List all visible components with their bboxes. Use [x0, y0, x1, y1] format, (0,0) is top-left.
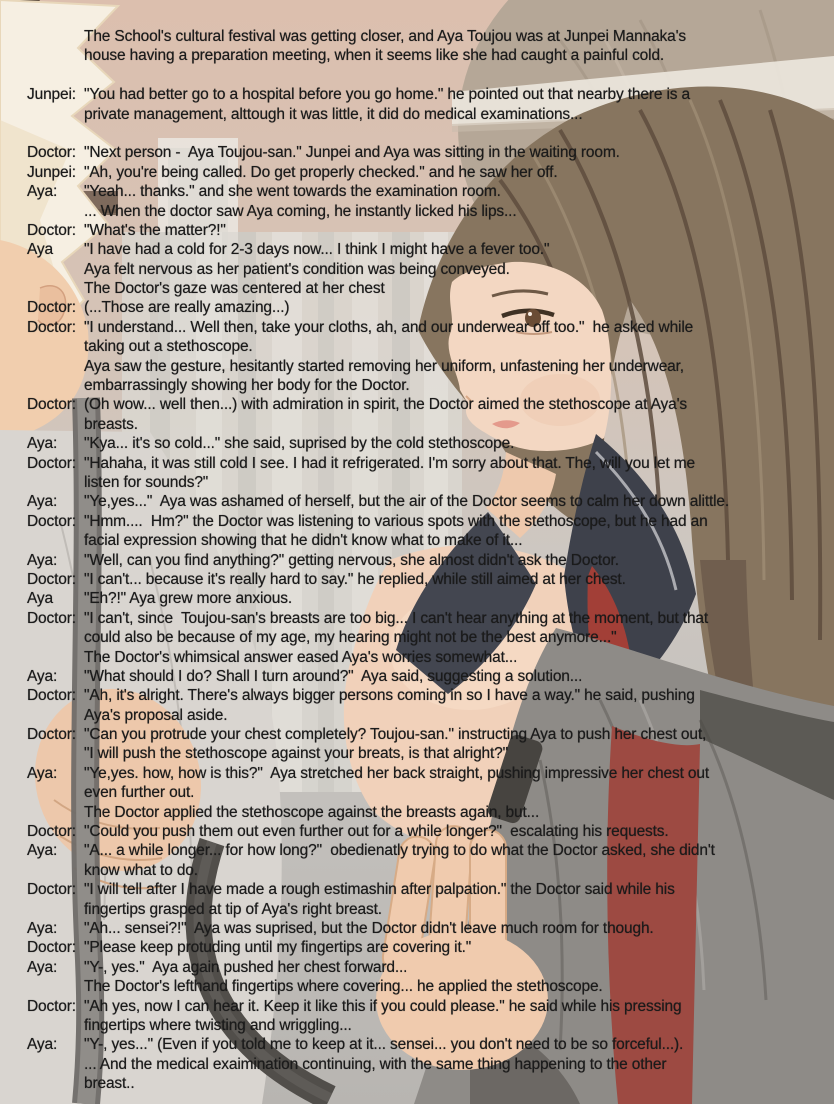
speaker-label: Doctor: — [27, 144, 76, 162]
line-text: "I can't, since Toujou-san's breasts are too big... I can't hear anything at the moment, but that — [84, 609, 709, 627]
transcript-line — [0, 977, 834, 996]
speaker-label: Aya: — [27, 958, 58, 976]
line-text: ... When the doctor saw Aya coming, he instantly licked his lips... — [84, 202, 517, 220]
transcript-line — [0, 725, 834, 744]
line-text: Aya's proposal aside. — [84, 706, 228, 724]
speaker-label: Aya: — [27, 919, 58, 937]
speaker-label: Doctor: — [27, 512, 76, 530]
speaker-label: Doctor: — [27, 454, 76, 472]
line-text: "I will push the stethoscope against your breats, is that alright?" — [84, 745, 508, 763]
speaker-label: Aya: — [27, 842, 58, 860]
transcript-line — [0, 764, 834, 783]
line-text: listen for sounds?" — [84, 473, 209, 491]
transcript-line — [0, 919, 834, 938]
speaker-label: Aya — [27, 241, 53, 259]
transcript-line — [0, 803, 834, 822]
transcript-line — [0, 46, 834, 65]
line-text: "Hmm.... Hm?" the Doctor was listening to various spots with the stethoscope, but he had an — [84, 512, 708, 530]
speaker-label: Doctor: — [27, 299, 76, 317]
line-text: "Y-, yes..." (Even if you told me to keep at it... sensei... you don't need to be so forceful...). — [84, 1036, 684, 1054]
line-text: "Ye,yes..." Aya was ashamed of herself, but the air of the Doctor seems to calm her down alittle. — [84, 493, 730, 511]
line-text: "Ah... sensei?!" Aya was suprised, but the Doctor didn't leave much room for though. — [84, 919, 654, 937]
transcript-line — [0, 531, 834, 550]
speaker-label: Doctor: — [27, 997, 76, 1015]
transcript-line — [0, 1055, 834, 1074]
speaker-label: Aya: — [27, 1036, 58, 1054]
line-text: "I understand... Well then, take your cloths, ah, and our underwear off too." he asked while — [84, 318, 694, 336]
speaker-label: Junpei: — [27, 86, 76, 104]
speaker-label: Doctor: — [27, 609, 76, 627]
line-text: Aya felt nervous as her patient's condition was being conveyed. — [84, 260, 510, 278]
speaker-label: Doctor: — [27, 823, 76, 841]
transcript-line — [0, 706, 834, 725]
line-text: "I will tell after I have made a rough estimashin after palpation." the Doctor said while his — [84, 881, 675, 899]
line-text: The Doctor's lefthand fingertips where covering... he applied the stethoscope. — [84, 978, 603, 996]
line-text: (Oh wow... well then...) with admiration in spirit, the Doctor aimed the stethoscope at Aya's — [84, 396, 687, 414]
line-text: breast.. — [84, 1075, 135, 1093]
transcript-line — [0, 395, 834, 414]
line-text: "Eh?!" Aya grew more anxious. — [84, 590, 292, 608]
line-text: "A... a while longer... for how long?" obedienatly trying to do what the Doctor asked, she didn't — [84, 842, 715, 860]
line-text: house having a preparation meeting, when it seems like she had caught a painful cold. — [84, 47, 665, 65]
transcript-line — [0, 667, 834, 686]
transcript-line — [0, 163, 834, 182]
line-text: "Yeah... thanks." and she went towards the examination room. — [84, 183, 501, 201]
line-text: "What should I do? Shall I turn around?" Aya said, suggesting a solution... — [84, 667, 583, 685]
transcript-line — [0, 570, 834, 589]
line-text: The Doctor applied the stethoscope against the breasts again, but... — [84, 803, 540, 821]
speaker-label: Doctor: — [27, 570, 76, 588]
transcript-line — [0, 105, 834, 124]
transcript — [0, 27, 834, 1093]
transcript-line — [0, 861, 834, 880]
line-text: "Kya... it's so cold..." she said, suprised by the cold stethoscope. — [84, 435, 515, 453]
transcript-blank-line — [0, 124, 834, 143]
line-text: "I can't... because it's really hard to say." he replied, while still aimed at her chest. — [84, 570, 626, 588]
line-text: "Can you protrude your chest completely? Toujou-san." instructing Aya to push her chest out, — [84, 726, 707, 744]
transcript-line — [0, 415, 834, 434]
transcript-line — [0, 357, 834, 376]
transcript-line — [0, 85, 834, 104]
transcript-line — [0, 551, 834, 570]
transcript-line — [0, 492, 834, 511]
line-text: "Ah, it's alright. There's always bigger persons coming in so I have a way." he said, pushing — [84, 687, 695, 705]
transcript-line — [0, 997, 834, 1016]
transcript-line — [0, 609, 834, 628]
transcript-line — [0, 841, 834, 860]
transcript-line — [0, 337, 834, 356]
line-text: embarrassingly showing her body for the Doctor. — [84, 377, 410, 395]
speaker-label: Doctor: — [27, 221, 76, 239]
line-text: fingertips where twisting and wriggling... — [84, 1016, 352, 1034]
line-text: "Ah yes, now I can hear it. Keep it like this if you could please." he said while his pressing — [84, 997, 682, 1015]
transcript-line — [0, 783, 834, 802]
line-text: "You had better go to a hospital before you go home." he pointed out that nearby there is a — [84, 86, 691, 104]
transcript-line — [0, 512, 834, 531]
speaker-label: Doctor: — [27, 726, 76, 744]
speaker-label: Aya: — [27, 183, 58, 201]
line-text: private management, alttough it was little, it did do medical examinations... — [84, 105, 583, 123]
line-text: "Please keep protuding until my fingertips are covering it." — [84, 939, 472, 957]
line-text: "What's the matter?!" — [84, 221, 226, 239]
transcript-line — [0, 202, 834, 221]
transcript-line — [0, 143, 834, 162]
transcript-line — [0, 1074, 834, 1093]
line-text: know what to do. — [84, 861, 198, 879]
transcript-line — [0, 298, 834, 317]
transcript-line — [0, 240, 834, 259]
speaker-label: Aya: — [27, 493, 58, 511]
line-text: facial expression showing that he didn't know what to make of it... — [84, 532, 523, 550]
speaker-label: Aya: — [27, 551, 58, 569]
line-text: even further out. — [84, 784, 195, 802]
transcript-line — [0, 880, 834, 899]
transcript-line — [0, 648, 834, 667]
transcript-line — [0, 434, 834, 453]
transcript-blank-line — [0, 66, 834, 85]
line-text: ... And the medical exaimination continuing, with the same thing happening to the other — [84, 1055, 667, 1073]
line-text: "Y-, yes." Aya again pushed her chest forward... — [84, 958, 408, 976]
line-text: "I have had a cold for 2-3 days now... I think I might have a fever too." — [84, 241, 550, 259]
speaker-label: Aya: — [27, 764, 58, 782]
line-text: breasts. — [84, 415, 138, 433]
transcript-line — [0, 221, 834, 240]
line-text: fingertips grasped at tip of Aya's right breast. — [84, 900, 382, 918]
speaker-label: Doctor: — [27, 939, 76, 957]
line-text: could also be because of my age, my hearing might not be the best anymore..." — [84, 629, 617, 647]
transcript-line — [0, 376, 834, 395]
transcript-line — [0, 1035, 834, 1054]
line-text: "Ah, you're being called. Do get properly checked." and he saw her off. — [84, 163, 558, 181]
speaker-label: Aya: — [27, 667, 58, 685]
line-text: The Doctor's gaze was centered at her chest — [84, 280, 385, 298]
transcript-line — [0, 589, 834, 608]
line-text: "Well, can you find anything?" getting nervous, she almost didn't ask the Doctor. — [84, 551, 619, 569]
transcript-line — [0, 686, 834, 705]
transcript-line — [0, 454, 834, 473]
transcript-line — [0, 318, 834, 337]
line-text: "Could you push them out even further out for a while longer?" escalating his requests. — [84, 823, 669, 841]
transcript-line — [0, 182, 834, 201]
line-text: "Hahaha, it was still cold I see. I had it refrigerated. I'm sorry about that. The, will you let me — [84, 454, 696, 472]
speaker-label: Junpei: — [27, 163, 76, 181]
transcript-line — [0, 27, 834, 46]
line-text: taking out a stethoscope. — [84, 338, 253, 356]
transcript-line — [0, 628, 834, 647]
transcript-line — [0, 473, 834, 492]
line-text: "Ye,yes. how, how is this?" Aya stretched her back straight, pushing impressive her chest out — [84, 764, 709, 782]
transcript-line — [0, 1016, 834, 1035]
speaker-label: Doctor: — [27, 881, 76, 899]
line-text: The School's cultural festival was getting closer, and Aya Toujou was at Junpei Mannaka's — [84, 28, 687, 45]
transcript-line — [0, 744, 834, 763]
transcript-line — [0, 260, 834, 279]
line-text: "Next person - Aya Toujou-san." Junpei and Aya was sitting in the waiting room. — [84, 144, 620, 162]
speaker-label: Aya: — [27, 435, 58, 453]
line-text: The Doctor's whimsical answer eased Aya's worries somewhat... — [84, 648, 518, 666]
speaker-label: Doctor: — [27, 396, 76, 414]
speaker-label: Aya — [27, 590, 53, 608]
line-text: (...Those are really amazing...) — [84, 299, 290, 317]
transcript-line — [0, 279, 834, 298]
speaker-label: Doctor: — [27, 318, 76, 336]
speaker-label: Doctor: — [27, 687, 76, 705]
transcript-line — [0, 938, 834, 957]
transcript-line — [0, 958, 834, 977]
transcript-line — [0, 900, 834, 919]
line-text: Aya saw the gesture, hesitantly started removing her uniform, unfastening her underwear, — [84, 357, 684, 375]
transcript-line — [0, 822, 834, 841]
